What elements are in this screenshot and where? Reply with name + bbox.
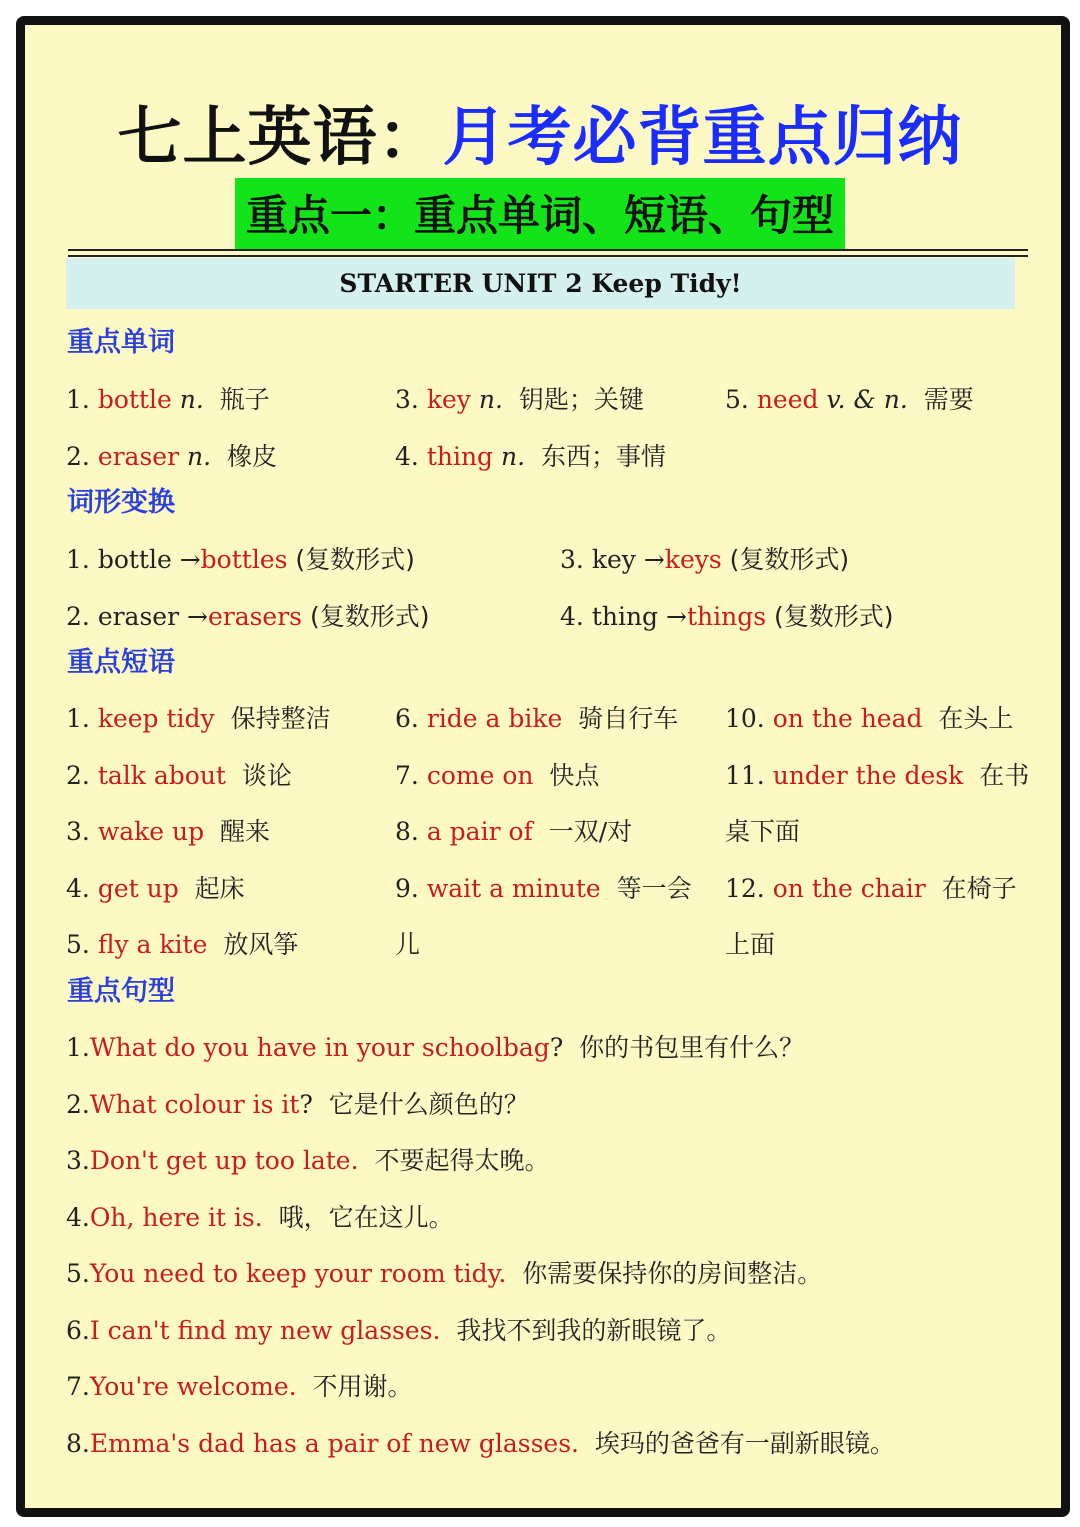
form-item: 4. thing →things (复数形式) <box>560 602 894 631</box>
form-item: 1. bottle →bottles (复数形式) <box>66 545 415 574</box>
phrase-item: 3. wake up 醒来 <box>66 817 271 846</box>
sentence-item: 7.You're welcome. 不用谢。 <box>66 1372 413 1401</box>
word-item: 5. need v. & n. 需要 <box>725 385 974 414</box>
sentence-item: 2.What colour is it? 它是什么颜色的？ <box>66 1090 529 1119</box>
phrase-item: 4. get up 起床 <box>66 874 245 903</box>
phrase-item: 2. talk about 谈论 <box>66 761 292 790</box>
section-heading-sentences: 重点句型 <box>67 976 175 1007</box>
word-item: 1. bottle n. 瓶子 <box>66 385 270 414</box>
title-part1: 七上英语： <box>117 101 443 175</box>
sentence-item: 1.What do you have in your schoolbag? 你的书包里有什么？ <box>66 1033 805 1062</box>
word-item: 3. key n. 钥匙；关键 <box>395 385 644 414</box>
section-heading-words: 重点单词 <box>67 327 175 358</box>
sentence-item: 4.Oh, here it is. 哦，它在这儿。 <box>66 1203 454 1232</box>
title-part2: 月考必背重点归纳 <box>442 101 963 175</box>
phrase-item: 11. under the desk 在书 <box>725 761 1030 790</box>
divider-line <box>68 255 1028 257</box>
phrase-item: 1. keep tidy 保持整洁 <box>66 704 331 733</box>
page-title <box>0 86 1080 178</box>
sentence-item: 3.Don't get up too late. 不要起得太晚。 <box>66 1146 550 1175</box>
phrase-continuation: 儿 <box>395 930 421 959</box>
sentence-item: 5.You need to keep your room tidy. 你需要保持你的房间整洁。 <box>66 1259 823 1288</box>
unit-title: STARTER UNIT 2 Keep Tidy! <box>66 258 1015 309</box>
phrase-item: 6. ride a bike 骑自行车 <box>395 704 679 733</box>
divider-line <box>68 249 1028 251</box>
sentence-item: 6.I can't find my new glasses. 我找不到我的新眼镜了。 <box>66 1316 732 1345</box>
word-item: 2. eraser n. 橡皮 <box>66 442 277 471</box>
phrase-continuation: 上面 <box>725 930 776 959</box>
word-item: 4. thing n. 东西；事情 <box>395 442 666 471</box>
subtitle-banner: 重点一：重点单词、短语、句型 <box>235 178 845 250</box>
phrase-continuation: 桌下面 <box>725 817 801 846</box>
form-item: 2. eraser →erasers (复数形式) <box>66 602 430 631</box>
form-item: 3. key →keys (复数形式) <box>560 545 850 574</box>
phrase-item: 12. on the chair 在椅子 <box>725 874 1017 903</box>
section-heading-forms: 词形变换 <box>67 487 175 518</box>
phrase-item: 7. come on 快点 <box>395 761 600 790</box>
phrase-item: 10. on the head 在头上 <box>725 704 1014 733</box>
phrase-item: 5. fly a kite 放风筝 <box>66 930 299 959</box>
phrase-item: 9. wait a minute 等一会 <box>395 874 692 903</box>
sentence-item: 8.Emma's dad has a pair of new glasses. 埃玛的爸爸有一副新眼镜。 <box>66 1429 895 1458</box>
section-heading-phrases: 重点短语 <box>67 647 175 678</box>
phrase-item: 8. a pair of 一双/对 <box>395 817 633 846</box>
